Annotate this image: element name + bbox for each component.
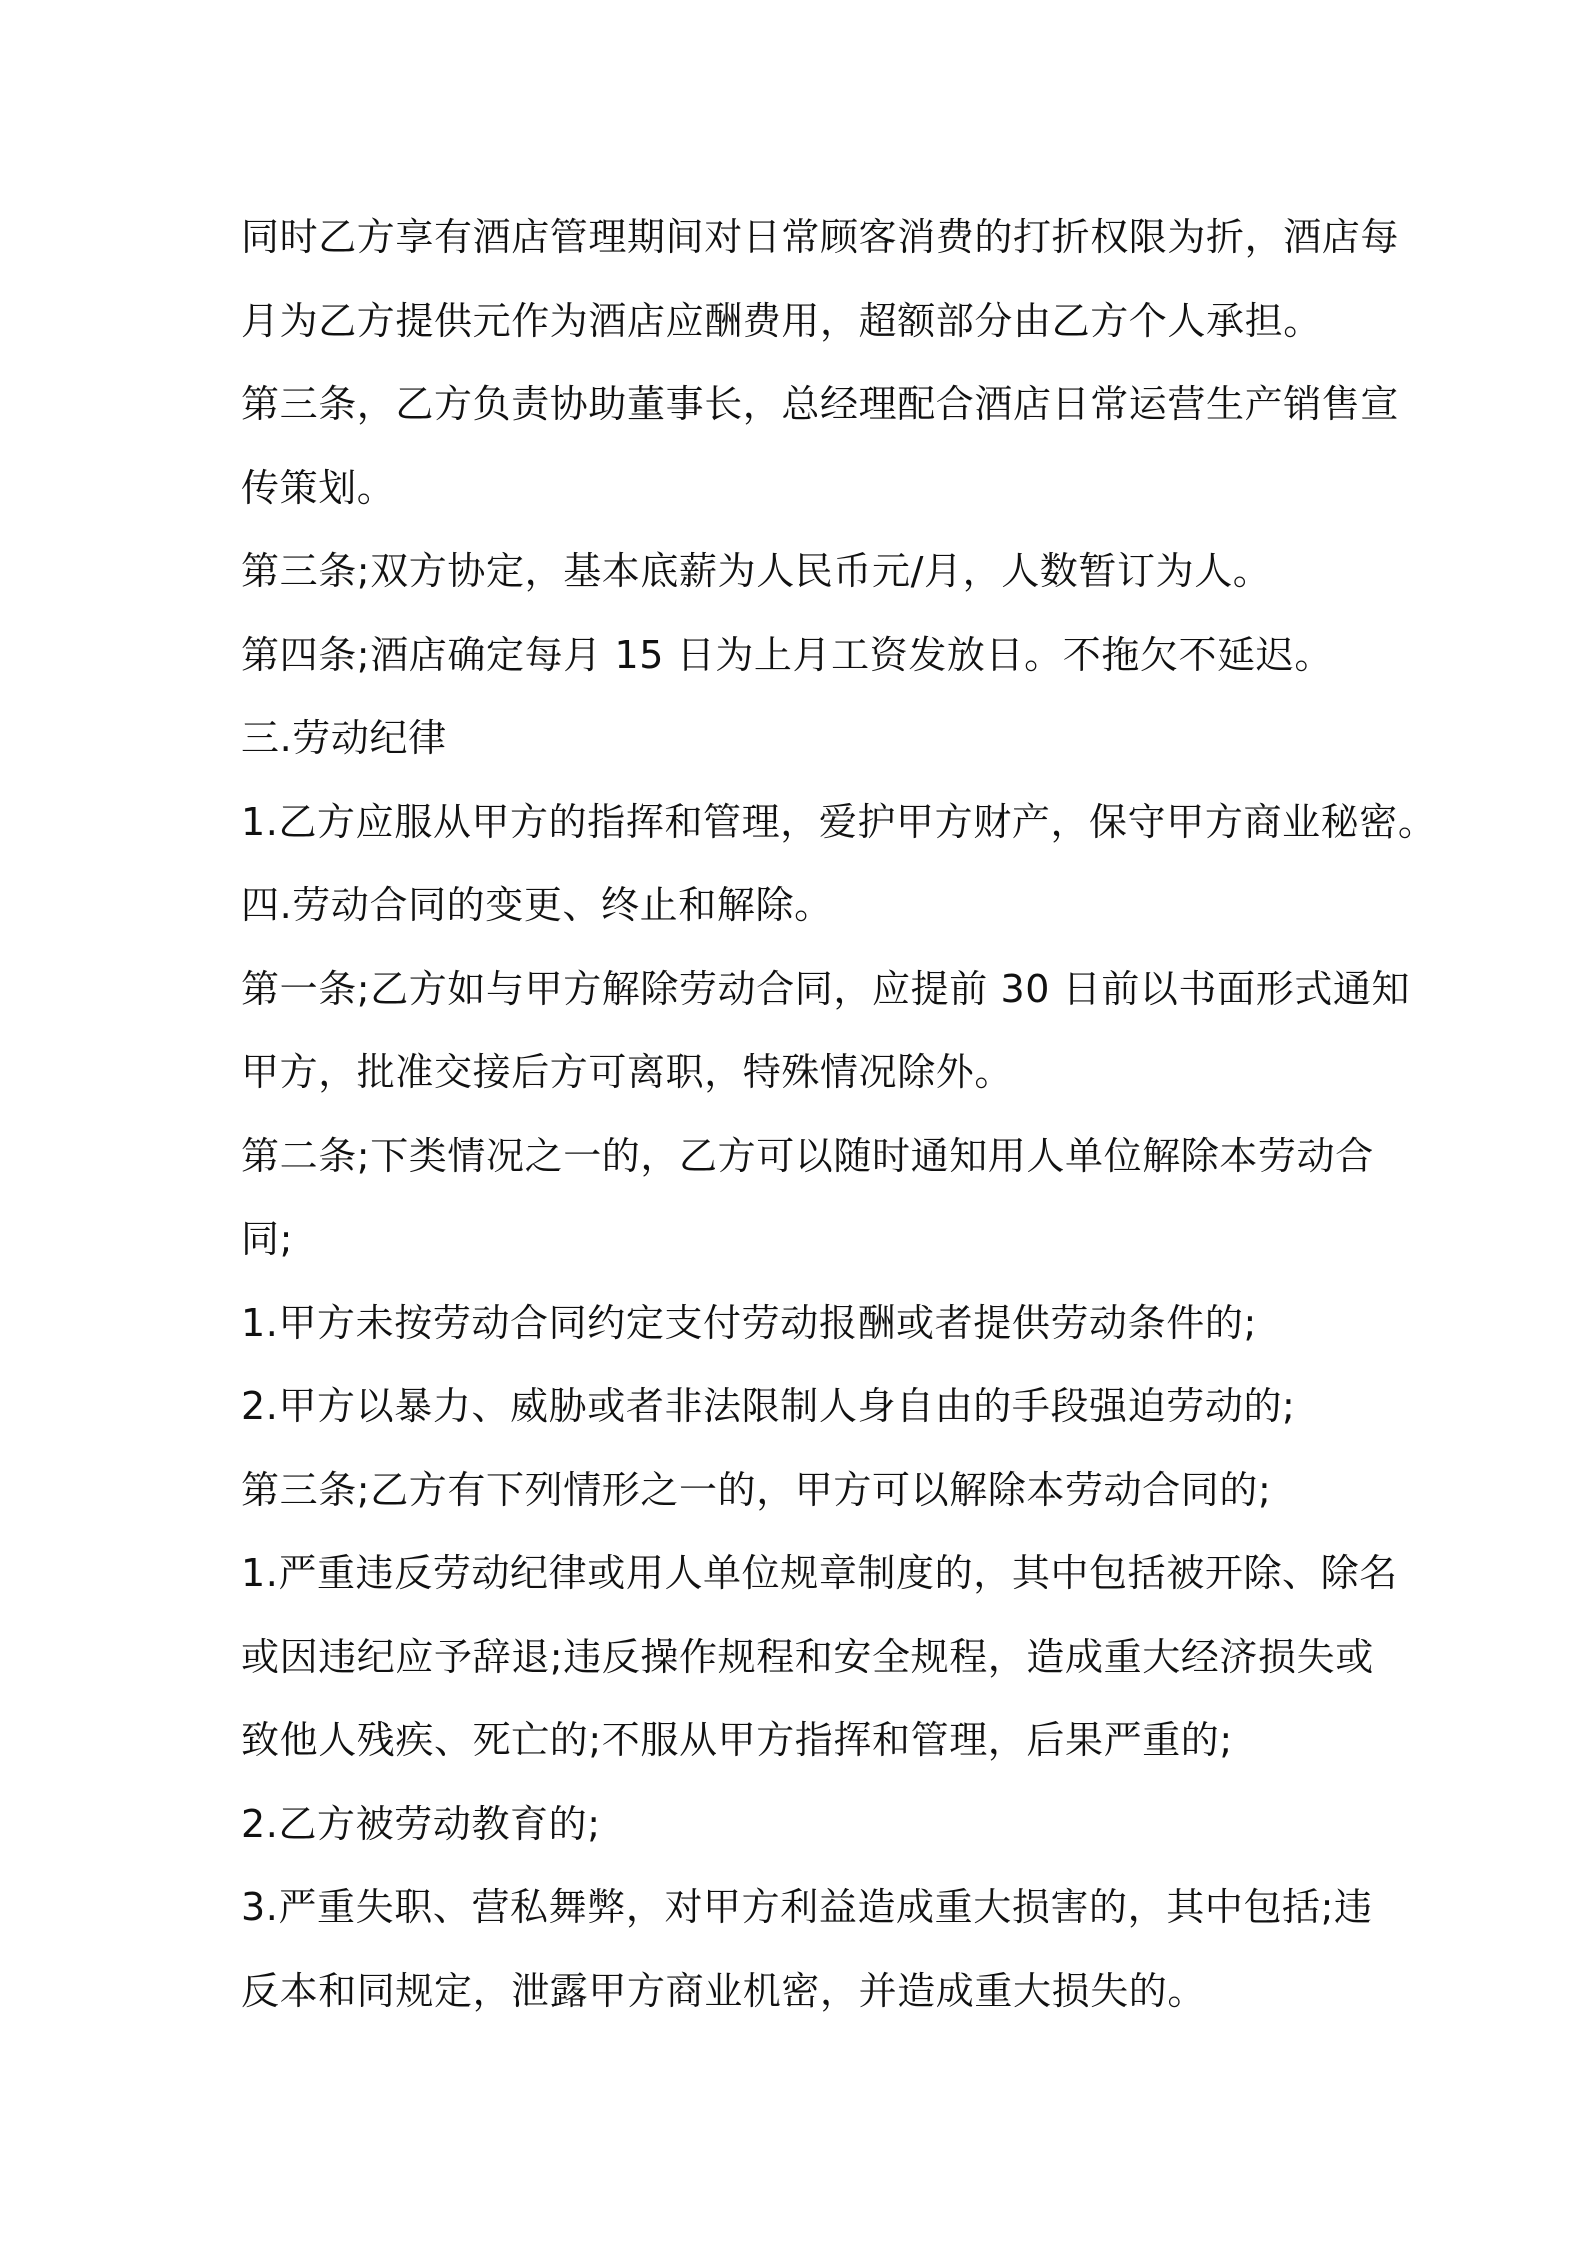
text-line: 反本和同规定，泄露甲方商业机密，并造成重大损失的。 bbox=[241, 1968, 1207, 2013]
text-line: 或因违纪应予辞退;违反操作规程和安全规程，造成重大经济损失或 bbox=[241, 1634, 1374, 1679]
text-line: 传策划。 bbox=[241, 465, 396, 510]
text-line: 2.甲方以暴力、威胁或者非法限制人身自由的手段强迫劳动的; bbox=[241, 1384, 1296, 1428]
text-line: 2.乙方被劳动教育的; bbox=[241, 1801, 601, 1846]
text-line: 致他人残疾、死亡的;不服从甲方指挥和管理，后果严重的; bbox=[241, 1718, 1233, 1762]
section-heading: 三.劳动纪律 bbox=[241, 716, 447, 760]
text-line: 第三条;双方协定，基本底薪为人民币元/月，人数暂订为人。 bbox=[241, 549, 1272, 593]
text-line: 第三条;乙方有下列情形之一的，甲方可以解除本劳动合同的; bbox=[241, 1467, 1272, 1512]
text-line: 第四条;酒店确定每月 15 日为上月工资发放日。不拖欠不延迟。 bbox=[241, 632, 1333, 677]
text-line: 1.严重违反劳动纪律或用人单位规章制度的，其中包括被开除、除名 bbox=[241, 1551, 1398, 1595]
text-line: 同; bbox=[241, 1217, 294, 1261]
text-line: 月为乙方提供元作为酒店应酬费用，超额部分由乙方个人承担。 bbox=[241, 298, 1322, 343]
text-line: 第二条;下类情况之一的，乙方可以随时通知用人单位解除本劳动合 bbox=[241, 1133, 1374, 1178]
text-line: 第三条，乙方负责协助董事长，总经理配合酒店日常运营生产销售宣 bbox=[241, 382, 1400, 426]
document-body bbox=[241, 196, 1437, 2033]
text-line: 1.乙方应服从甲方的指挥和管理，爱护甲方财产，保守甲方商业秘密。 bbox=[241, 799, 1437, 844]
text-line: 第一条;乙方如与甲方解除劳动合同，应提前 30 日前以书面形式通知 bbox=[241, 966, 1411, 1011]
text-line: 甲方，批准交接后方可离职，特殊情况除外。 bbox=[241, 1050, 1014, 1094]
text-line: 同时乙方享有酒店管理期间对日常顾客消费的打折权限为折，酒店每 bbox=[241, 215, 1400, 259]
section-heading: 四.劳动合同的变更、终止和解除。 bbox=[241, 883, 833, 927]
text-line: 1.甲方未按劳动合同约定支付劳动报酬或者提供劳动条件的; bbox=[241, 1300, 1257, 1345]
text-line: 3.严重失职、营私舞弊，对甲方利益造成重大损害的，其中包括;违 bbox=[241, 1885, 1373, 1929]
